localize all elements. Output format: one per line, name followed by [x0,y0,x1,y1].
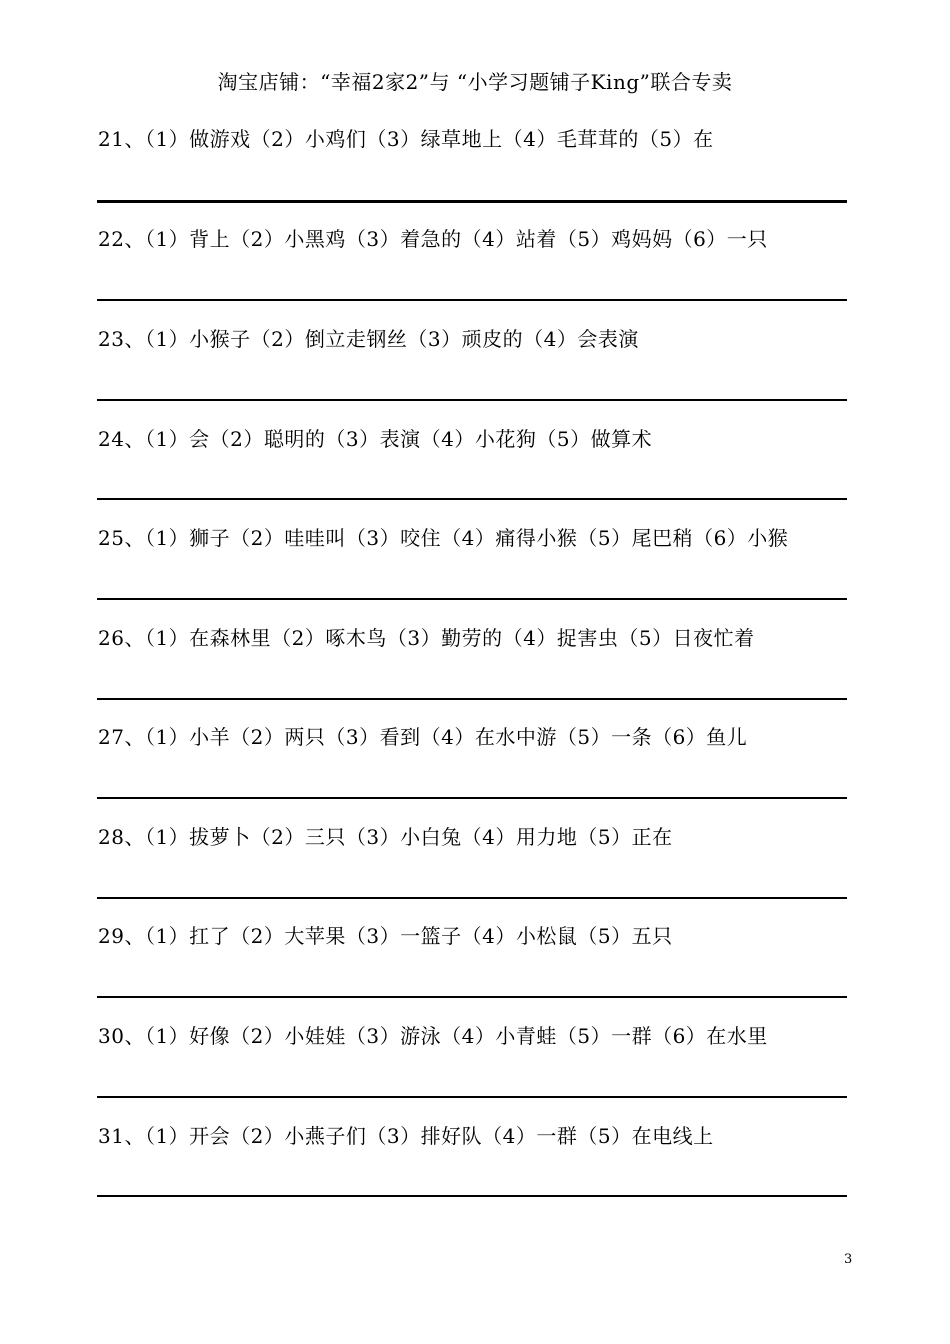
question-21: 21、（1）做游戏（2）小鸡们（3）绿草地上（4）毛茸茸的（5）在 [98,127,714,151]
page-header: 淘宝店铺：“幸福2家2”与 “小学习题铺子King”联合专卖 [217,70,733,94]
answer-line-27 [97,797,847,799]
page-number: 3 [844,1252,853,1267]
question-31: 31、（1）开会（2）小燕子们（3）排好队（4）一群（5）在电线上 [98,1124,714,1148]
question-30: 30、（1）好像（2）小娃娃（3）游泳（4）小青蛙（5）一群（6）在水里 [98,1024,768,1048]
answer-line-21 [97,200,847,203]
question-25: 25、（1）狮子（2）哇哇叫（3）咬住（4）痛得小猴（5）尾巴稍（6）小猴 [98,526,789,550]
question-23: 23、（1）小猴子（2）倒立走钢丝（3）顽皮的（4）会表演 [98,327,639,351]
answer-line-22 [97,299,847,301]
answer-line-25 [97,598,847,600]
answer-line-29 [97,996,847,998]
answer-line-30 [97,1096,847,1098]
question-27: 27、（1）小羊（2）两只（3）看到（4）在水中游（5）一条（6）鱼儿 [98,725,748,749]
question-26: 26、（1）在森林里（2）啄木鸟（3）勤劳的（4）捉害虫（5）日夜忙着 [98,626,755,650]
answer-line-24 [97,498,847,500]
answer-line-23 [97,399,847,401]
answer-line-28 [97,897,847,899]
question-22: 22、（1）背上（2）小黑鸡（3）着急的（4）站着（5）鸡妈妈（6）一只 [98,227,768,251]
answer-line-31 [97,1195,847,1197]
question-28: 28、（1）拔萝卜（2）三只（3）小白兔（4）用力地（5）正在 [98,825,673,849]
question-24: 24、（1）会（2）聪明的（3）表演（4）小花狗（5）做算术 [98,427,653,451]
question-29: 29、（1）扛了（2）大苹果（3）一篮子（4）小松鼠（5）五只 [98,924,673,948]
answer-line-26 [97,698,847,700]
